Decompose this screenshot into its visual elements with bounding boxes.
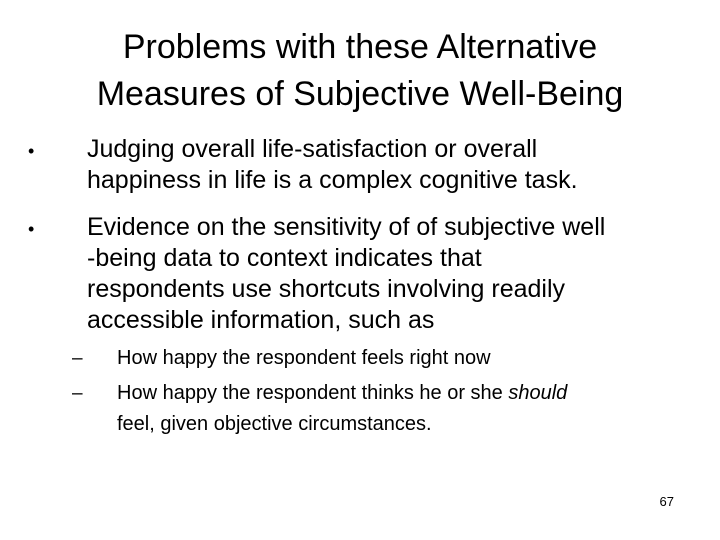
sub-bullet-dash-1: – [72,348,83,369]
bullet-2-line-2: -being data to context indicates that [87,244,482,272]
slide-title [30,24,690,118]
sub-bullet-1-line-1: How happy the respondent feels right now [117,347,491,369]
bullet-item-2 [87,212,605,336]
bullet-2-line-3: respondents use shortcuts involving readily [87,275,566,303]
emphasis-should: should [508,382,568,404]
bullet-2-line-1: Evidence on the sensitivity of of subjective well [87,213,606,241]
bullet-item-1 [87,134,578,196]
bullet-2-line-4: accessible information, such as [87,306,435,334]
bullet-1-line-2: happiness in life is a complex cognitive task. [87,166,578,194]
title-line-1: Problems with these Alternative [122,28,598,66]
title-line-2: Measures of Subjective Well-Being [96,75,624,113]
sub-bullet-2-text: How happy the respondent thinks he or she [117,382,509,404]
sub-bullet-item-2 [117,378,567,440]
page-number: 67 [659,494,674,509]
bullet-1-line-1: Judging overall life-satisfaction or overall [87,135,538,163]
sub-bullet-2-line-1 [117,378,567,409]
bullet-dot-1: • [28,141,35,161]
sub-bullet-2-line-2: feel, given objective circumstances. [117,413,432,435]
bullet-dot-2: • [28,219,35,239]
sub-bullet-item-1 [117,343,491,374]
sub-bullet-dash-2: – [72,383,83,404]
